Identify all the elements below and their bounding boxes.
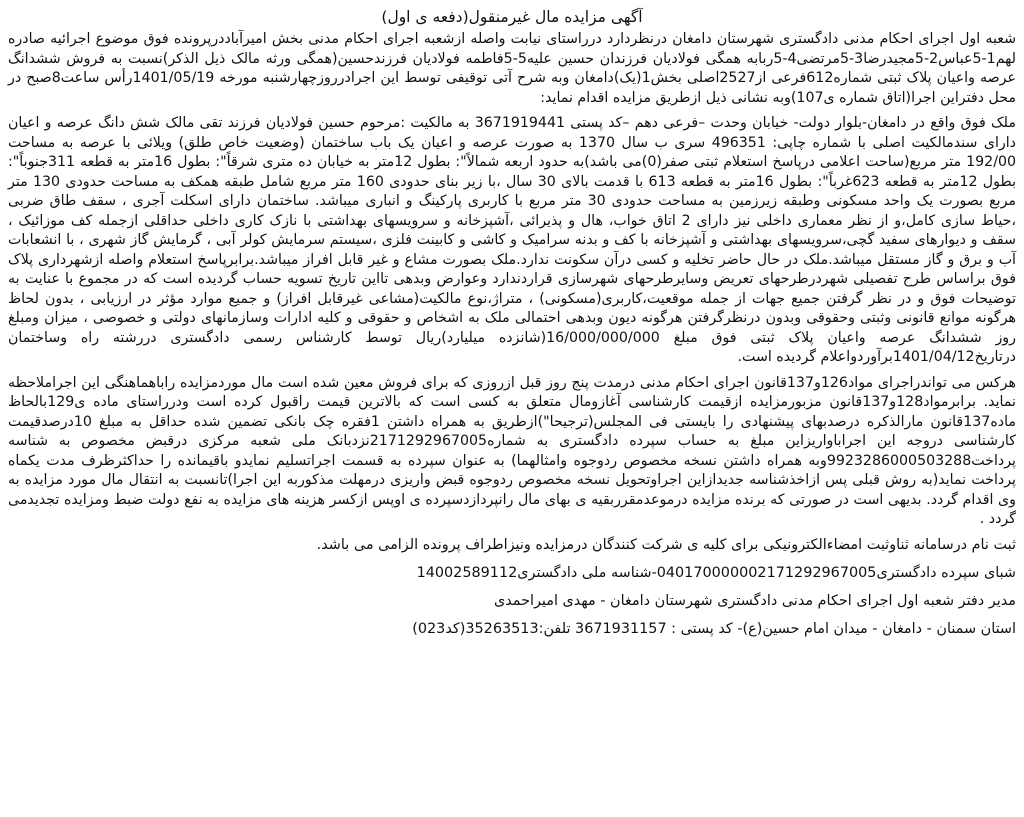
notice-title: آگهی مزایده مال غیرمنقول(دفعه ی اول) bbox=[381, 8, 643, 26]
notice-intro-paragraph: شعبه اول اجرای احکام مدنی دادگستری شهرستان دامغان درنظردارد درراستای نیابت واصله ازشعبه اجرای احکام مدنی بخش امیرآباددرپرونده فوق موضوع اجرائیه صادره لهم1-5عباس2-5مجیدرضا3-5مرتضی4-5ربابه همگی فولادیان فرزندان حسین علیه5-5فاطمه فولادیان فرزندحسین(همگی ورثه مالک ذیل الذکر)نسبت به فروش ششدانگ عرصه واعیان پلاک ثبتی شماره612فرعی از2527اصلی بخش1(یک)دامغان وبه شرح آتی توقیفی توسط این اجرادرروزچهارشنبه مورخه 1401/05/19رأس ساعت8صبح در محل دفتراین اجرا(اتاق شماره ی107)وبه نشانی ذیل ازطریق مزایده اقدام نماید: bbox=[8, 31, 1016, 106]
property-description-paragraph: ملک فوق واقع در دامغان-بلوار دولت- خیابان وحدت –فرعی دهم –کد پستی 3671919441 به مالکیت :مرحوم حسین فولادیان فرزند تقی مالک شش دانگ عرصه و اعیان دارای سندمالکیت اصلی با شماره چاپی: 496351 سری ب سال 1370 به صورت عرصه و اعیان یک باب ساختمان (وضعیت خاص طلق) ویلائی با عرصه به مساحت 192/00 متر مربع(ساحت اعلامی درپاسخ استعلام ثبتی صفر(0)می باشد)به حدود اربعه شمالاً": بطول 12متر به خیابان ده متری شرقاً": بطول 16متر به قطعه 311جنوباً": بطول 12متر به قطعه 623غرباً": بطول 16متر به قطعه 613 با قدمت بالای 30 سال ،با زیر بنای حدودی 160 متر مربع شامل طبقه همکف به مساحت حدودی 130 متر مربع بصورت یک واحد مسکونی وطبقه زیرزمین به مساحت حدودی 30 متر مربع با کاربری پارکینگ و انباری میباشد. ساختمان دارای اسکلت آجری ، سقف طاق ضربی ،حیاط سازی کامل،و از نظر معماری داخلی نیز دارای 2 اتاق خواب، هال و پذیرائی ،آشپزخانه و سرویسهای بهداشتی با نازک کاری داخلی حداقلی ازجمله کف موزائیک ، سقف و دیوارهای سفید گچی،سرویسهای بهداشتی و آشپزخانه با کف و بدنه سرامیک و کاشی و کابینت فلزی ،سیستم سرمایش کولر آبی ، گرمایش گاز شهری ، با انشعابات آب و برق و گاز مستقل میباشد.ملک در حال حاضر تخلیه و کسی درآن سکونت ندارد.ملک بصورت مشاع و غیر قابل افراز میباشد.برابرپاسخ استعلام واصله ازشهرداری پلاک فوق براساس طرح تفصیلی شهردرطرحهای تعریض وسایرطرحهای شهرسازی قراردندارد وعوارض وبدهی تااین تاریخ تسویه حساب گردیده است که در مجموع با عنایت به توضیحات فوق و در نظر گرفتن جمیع جهات از جمله موقعیت،کاربری(مسکونی) ، متراژ،نوع مالکیت(مشاعی غیرقابل افراز) و جمیع موارد مؤثر در ارزیابی ، بدون لحاظ هرگونه موانع قانونی وثبتی وحقوقی وبدون درنظرگرفتن هرگونه دیون وبدهی احتمالی ملک به اشخاص و حقوقی و کلیه ادارات وسازمانهای دولتی و خصوصی ، میزان ومبلغ روز ششدانگ عرصه واعیان پلاک ثبتی فوق مبلغ 16/000/000/000(شانزده میلیارد)ریال توسط کارشناس رسمی دادگستری دررشته راه وساختمان درتاریخ1401/04/12برآوردواعلام گردیده است. bbox=[8, 115, 1017, 365]
office-address: استان سمنان - دامغان - میدان امام حسین(ع)- کد پستی : 3671931157 تلفن:35263513(کد023) bbox=[412, 620, 1016, 637]
auction-conditions-paragraph: هرکس می تواندراجرای مواد126و137قانون اجرای احکام مدنی درمدت پنج روز قبل ازروزی که برای فروش معین شده است مال موردمزایده راباهماهنگی این اجراملاحظه نماید. برابرمواد128و137قانون مزبورمزایده ازقیمت کارشناسی آغازومال متعلق به کسی است که بالاترین قیمت راقبول کرده است ودرراستای ماده ی129بالحاظ ماده137قانون مارالذکره درصدبهای پیشنهادی را بایستی فی المجلس(ترجیحا")ازطریق به همراه داشتن 1فقره چک بانکی تضمین شده حداقل به مبلغ 10درصدقیمت کارشناسی دروجه این اجراباواریزاین مبلغ به حساب سپرده دادگستری به شماره2171292967005نزدبانک ملی شعبه مرکزی درقبض مخصوص به شناسه پرداخت9923286000503288وبه همراه داشتن نسخه مخصوص ردوجوه وامثالهما) به عنوان سپرده به قسمت اجراتسلیم نمایدو باقیمانده را حداکثرظرف مدت یکماه پرداخت نماید(به روش قبلی پس ازاخذشناسه جدیدازاین اجراوتحویل نسخه مخصوص ردوجوه قبض واریزی درمهلت مذکوربه این اجرا)تانسبت به انتقال مال مورد مزایده به وی اقدام گردد. بدیهی است در صورتی که برنده مزایده درموعدمقرربقیه ی بهای مال رانپردازدسپرده ی اوپس ازکسر هزینه های مزایده به نفع دولت ضبط ومزایده تجدیدمی گردد . bbox=[8, 374, 1016, 527]
office-manager-signature: مدیر دفتر شعبه اول اجرای احکام مدنی دادگستری شهرستان دامغان - مهدی امیراحمدی bbox=[493, 592, 1016, 609]
registration-requirement: ثبت نام درسامانه ثناوثبت امضاءالکترونیکی برای کلیه ی شرکت کنندگان درمزایده ونیزاطراف پرونده الزامی می باشد. bbox=[316, 536, 1016, 553]
sheba-and-national-id: شبای سپرده دادگستری040170000002171292967005-شناسه ملی دادگستری14002589112 bbox=[416, 564, 1016, 581]
